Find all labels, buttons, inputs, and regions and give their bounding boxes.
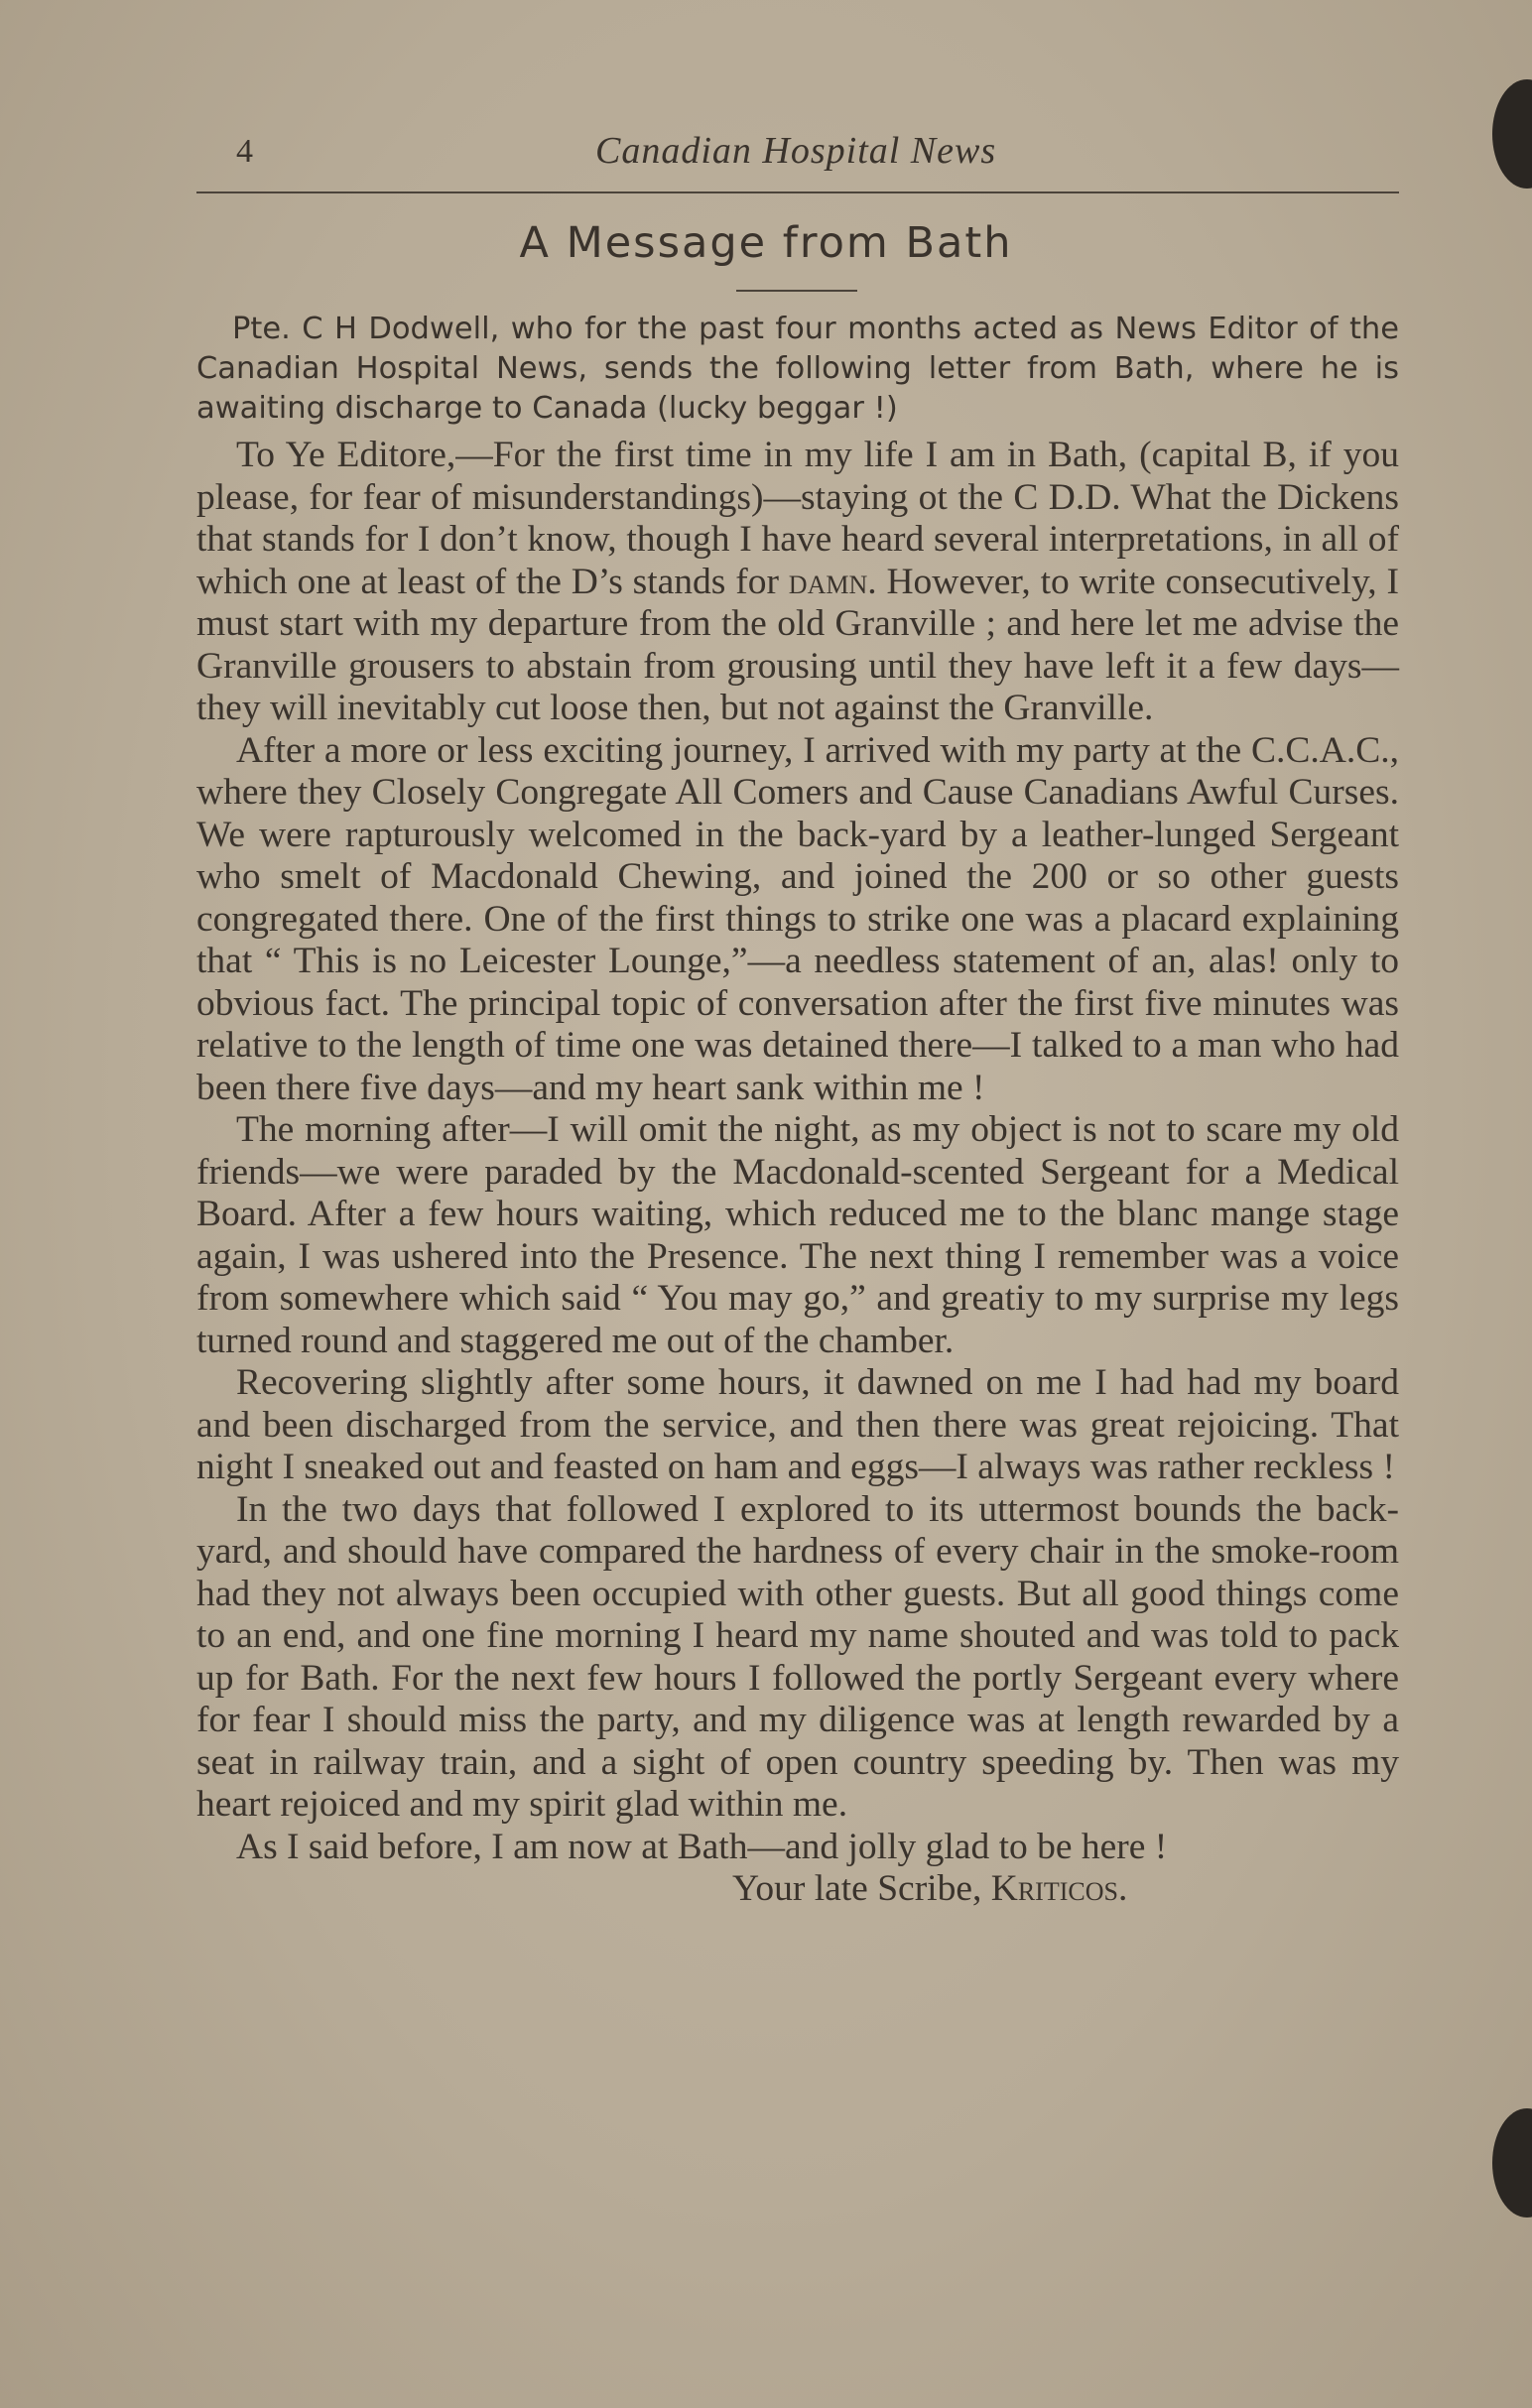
paragraph-text: To Ye Editore,—For the first time in my life I am in Bath, (capital B, if you please, for fear of misunderstandings)—staying ot the C D.D. What the Dickens that stands for I don’t know, though I have heard several interpretations, in all of which one at least of the D’s stands for [196, 435, 1399, 602]
paragraph-text: . However, to write consecutively, I must start with my departure from the old Granville ; and here let me advise the Granville grousers to abstain from grousing until they have left it a few days—they will inevitably cut loose then, but not against the Granville. [196, 561, 1399, 728]
emphasis-word: damn [788, 561, 868, 602]
letter-paragraph: As I said before, I am now at Bath—and jolly glad to be here ! [236, 1826, 1168, 1867]
article-intro: Pte. C H Dodwell, who for the past four months acted as News Editor of the Canadian Hospital News, sends the following letter from Bath, where he is awaiting discharge to Canada (lucky beggar !) [196, 312, 1399, 426]
letter-paragraph: Recovering slightly after some hours, it dawned on me I had had my board and been discharged from the service, and then there was great rejoicing. That night I sneaked out and feasted on ham and eggs—I always was rather reckless ! [196, 1362, 1399, 1487]
letter-paragraph: The morning after—I will omit the night, as my object is not to scare my old friends—we were paraded by the Macdonald-scented Sergeant for a Medical Board. After a few hours waiting, which reduced me to the blanc mange stage again, I was ushered into the Presence. The next thing I remember was a voice from somewhere which said “ You may go,” and greatiy to my surprise my legs turned round and staggered me out of the chamber. [196, 1109, 1399, 1361]
signoff-prefix: Your late Scribe, [732, 1868, 991, 1909]
publication-title: Canadian Hospital News [595, 130, 997, 172]
page-number: 4 [236, 133, 253, 170]
letter-body [196, 435, 1399, 1911]
header-rule [196, 191, 1399, 193]
article-title: A Message from Bath [519, 218, 1013, 268]
title-rule [736, 290, 857, 292]
letter-paragraph: In the two days that followed I explored to its uttermost bounds the back-yard, and should have compared the hardness of every chair in the smoke-room had they not always been occupied with other guests. But all good things come to an end, and one fine morning I heard my name shouted and was told to pack up for Bath. For the next few hours I followed the portly Sergeant every where for fear I should miss the party, and my diligence was at length rewarded by a seat in railway train, and a sight of open country speeding by. Then was my heart rejoiced and my spirit glad within me. [196, 1488, 1399, 1825]
page-header [198, 127, 1399, 187]
letter-paragraph: After a more or less exciting journey, I arrived with my party at the C.C.A.C., where they Closely Congregate All Comers and Cause Canadians Awful Curses. We were rapturously welcomed in the back-yard by a leather-lunged Sergeant who smelt of Macdonald Chewing, and joined the 200 or so other guests congregated there. One of the first things to strike one was a placard explaining that “ This is no Leicester Lounge,”—a needless statement of an, alas! only to obvious fact. The principal topic of conversation after the first five minutes was relative to the length of time one was detained there—I talked to a man who had been there five days—and my heart sank within me ! [196, 729, 1399, 1108]
letter-signoff [196, 1868, 1399, 1911]
signoff-name: Kriticos. [990, 1868, 1128, 1909]
letter-paragraph [196, 435, 1399, 730]
